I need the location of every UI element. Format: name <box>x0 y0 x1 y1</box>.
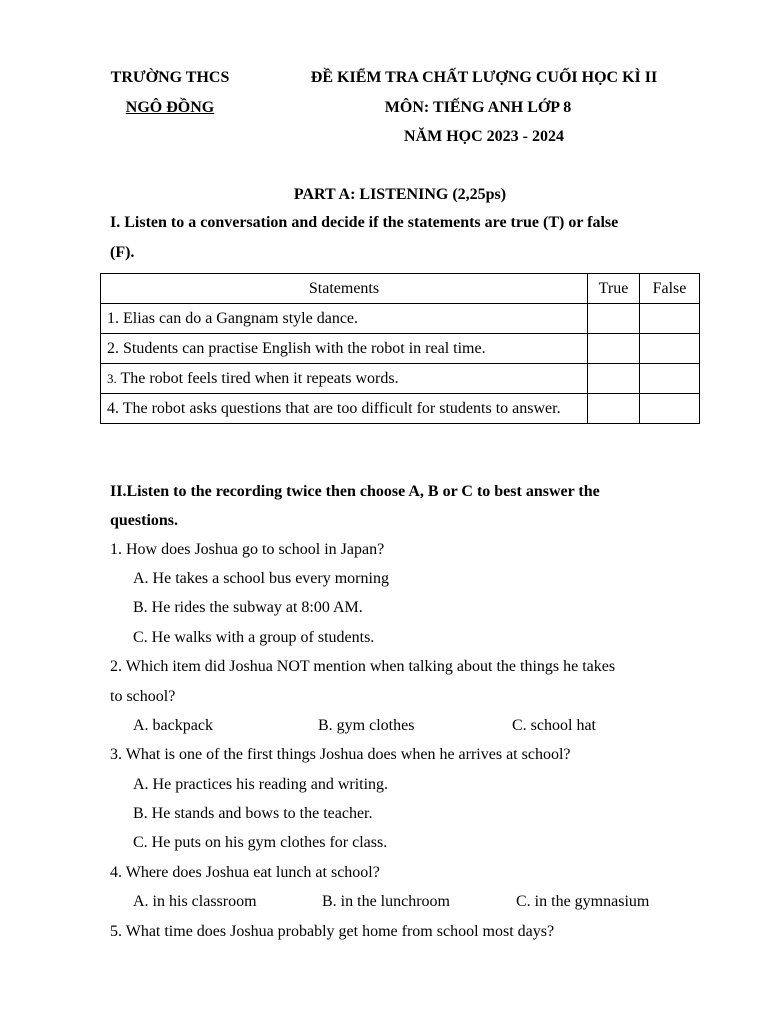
q2-option-b[interactable]: B. gym clothes <box>318 717 415 734</box>
statement-cell <box>101 304 588 334</box>
question-4: 4. Where does Joshua eat lunch at school? <box>110 864 380 881</box>
statement-text: Students can practise English with the robot in real time. <box>123 340 486 357</box>
q3-option-c[interactable]: C. He puts on his gym clothes for class. <box>133 834 388 851</box>
q3-option-b[interactable]: B. He stands and bows to the teacher. <box>133 805 373 822</box>
true-answer-cell[interactable] <box>588 334 640 364</box>
true-false-table <box>100 273 700 424</box>
q4-option-b[interactable]: B. in the lunchroom <box>322 893 450 910</box>
false-answer-cell[interactable] <box>640 334 700 364</box>
statement-number: 4. <box>107 400 119 417</box>
question-2: 2. Which item did Joshua NOT mention when talking about the things he takes <box>110 658 616 675</box>
statement-number: 2. <box>107 340 119 357</box>
exam-year: NĂM HỌC 2023 - 2024 <box>404 128 564 145</box>
exam-subject: MÔN: TIẾNG ANH LỚP 8 <box>384 99 572 116</box>
table-row <box>101 394 700 424</box>
false-answer-cell[interactable] <box>640 304 700 334</box>
section2-instruction: II.Listen to the recording twice then choose A, B or C to best answer the <box>110 483 600 500</box>
statement-text: Elias can do a Gangnam style dance. <box>123 310 359 327</box>
false-answer-cell[interactable] <box>640 364 700 394</box>
question-5: 5. What time does Joshua probably get home from school most days? <box>110 923 555 940</box>
question-3: 3. What is one of the first things Joshua does when he arrives at school? <box>110 746 571 763</box>
q2-option-c[interactable]: C. school hat <box>512 717 596 734</box>
table-row <box>101 364 700 394</box>
section2-instruction-cont: questions. <box>110 512 179 529</box>
header-true: True <box>588 274 640 304</box>
school-name-line1: TRƯỜNG THCS <box>110 69 230 86</box>
exam-title: ĐỀ KIỂM TRA CHẤT LƯỢNG CUỐI HỌC KÌ II <box>310 69 658 86</box>
section1-instruction: I. Listen to a conversation and decide if the statements are true (T) or false <box>110 214 619 231</box>
statement-cell <box>101 334 588 364</box>
section1-instruction-cont: (F). <box>110 244 135 261</box>
false-answer-cell[interactable] <box>640 394 700 424</box>
school-name-line2: NGÔ ĐỒNG <box>125 99 215 116</box>
statement-cell <box>101 394 588 424</box>
statement-number: 1. <box>107 310 119 327</box>
table-row <box>101 304 700 334</box>
table-row <box>101 334 700 364</box>
q1-option-a[interactable]: A. He takes a school bus every morning <box>133 570 389 587</box>
true-answer-cell[interactable] <box>588 394 640 424</box>
question-1: 1. How does Joshua go to school in Japan? <box>110 541 385 558</box>
q2-option-a[interactable]: A. backpack <box>133 717 213 734</box>
true-answer-cell[interactable] <box>588 304 640 334</box>
header-false: False <box>640 274 700 304</box>
true-answer-cell[interactable] <box>588 364 640 394</box>
question-2-cont: to school? <box>110 688 176 705</box>
statement-text: The robot feels tired when it repeats words. <box>120 370 399 387</box>
statement-text: The robot asks questions that are too difficult for students to answer. <box>122 400 561 417</box>
statement-number: 3. <box>107 371 117 386</box>
q4-option-c[interactable]: C. in the gymnasium <box>516 893 650 910</box>
table-header-row <box>101 274 700 304</box>
part-a-title: PART A: LISTENING (2,25ps) <box>293 186 507 203</box>
statement-cell <box>101 364 588 394</box>
q1-option-b[interactable]: B. He rides the subway at 8:00 AM. <box>133 599 363 616</box>
header-statements: Statements <box>101 274 588 304</box>
q1-option-c[interactable]: C. He walks with a group of students. <box>133 629 375 646</box>
q4-option-a[interactable]: A. in his classroom <box>133 893 257 910</box>
q3-option-a[interactable]: A. He practices his reading and writing. <box>133 776 389 793</box>
